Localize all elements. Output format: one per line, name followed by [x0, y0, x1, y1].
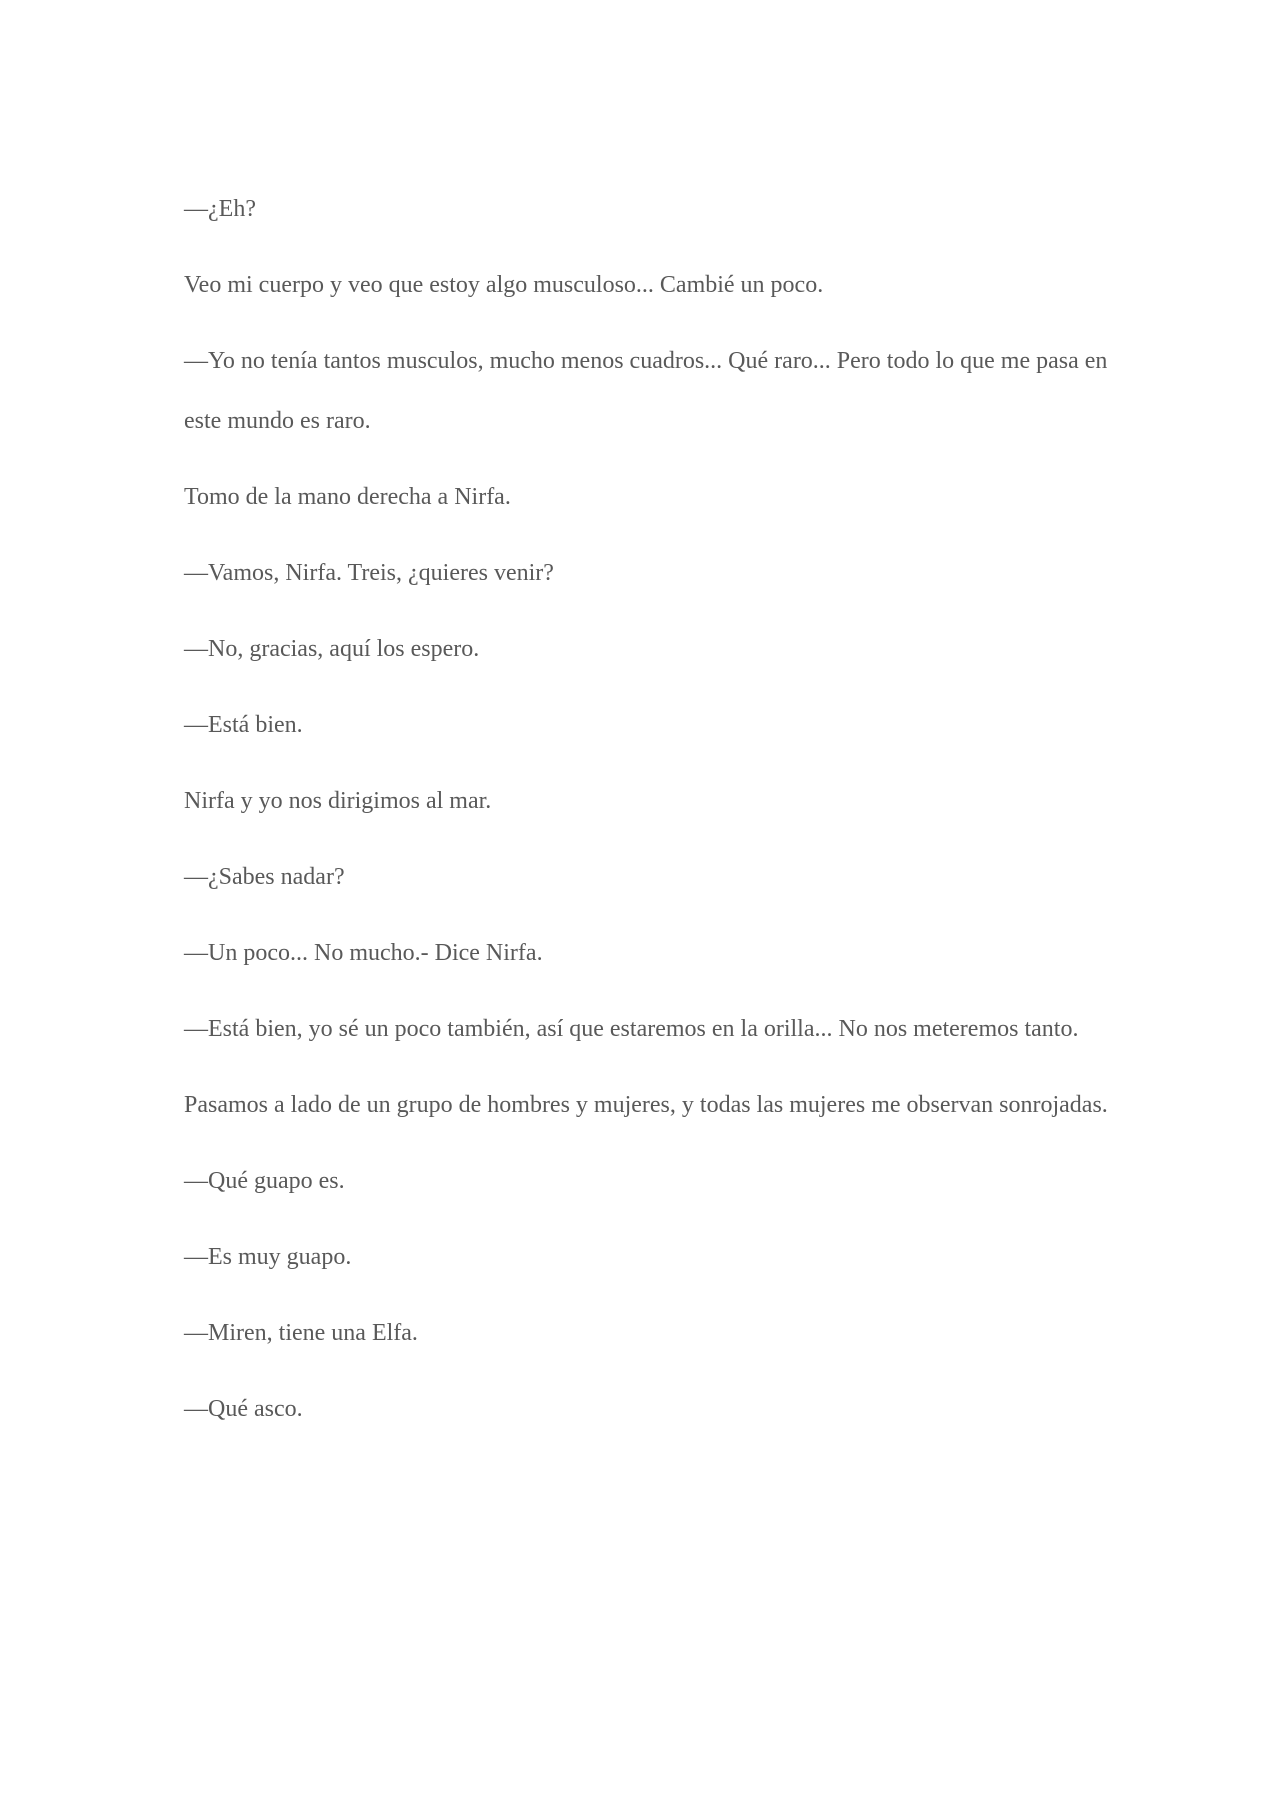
- paragraph: —Está bien, yo sé un poco también, así que estaremos en la orilla... No nos meteremos tanto.: [184, 1016, 1079, 1042]
- paragraph: —¿Sabes nadar?: [184, 864, 345, 890]
- paragraph: —Yo no tenía tantos musculos, mucho menos cuadros... Qué raro... Pero todo lo que me pasa en este mundo es raro.: [184, 348, 1108, 434]
- paragraph: Tomo de la mano derecha a Nirfa.: [184, 484, 511, 510]
- paragraph: —Vamos, Nirfa. Treis, ¿quieres venir?: [184, 560, 554, 586]
- paragraph: —¿Eh?: [184, 196, 256, 222]
- paragraph: —Es muy guapo.: [184, 1244, 352, 1270]
- paragraph: —Qué guapo es.: [184, 1168, 345, 1194]
- paragraph: —Un poco... No mucho.- Dice Nirfa.: [184, 940, 543, 966]
- paragraph: Nirfa y yo nos dirigimos al mar.: [184, 788, 492, 814]
- paragraph: —Está bien.: [184, 712, 303, 738]
- paragraph: —No, gracias, aquí los espero.: [184, 636, 480, 662]
- paragraph: Veo mi cuerpo y veo que estoy algo musculoso... Cambié un poco.: [184, 272, 824, 298]
- paragraph: Pasamos a lado de un grupo de hombres y mujeres, y todas las mujeres me observan sonrojadas.: [184, 1092, 1108, 1118]
- paragraph: —Qué asco.: [184, 1396, 303, 1422]
- paragraph: —Miren, tiene una Elfa.: [184, 1320, 418, 1346]
- document-body: [184, 179, 1114, 1455]
